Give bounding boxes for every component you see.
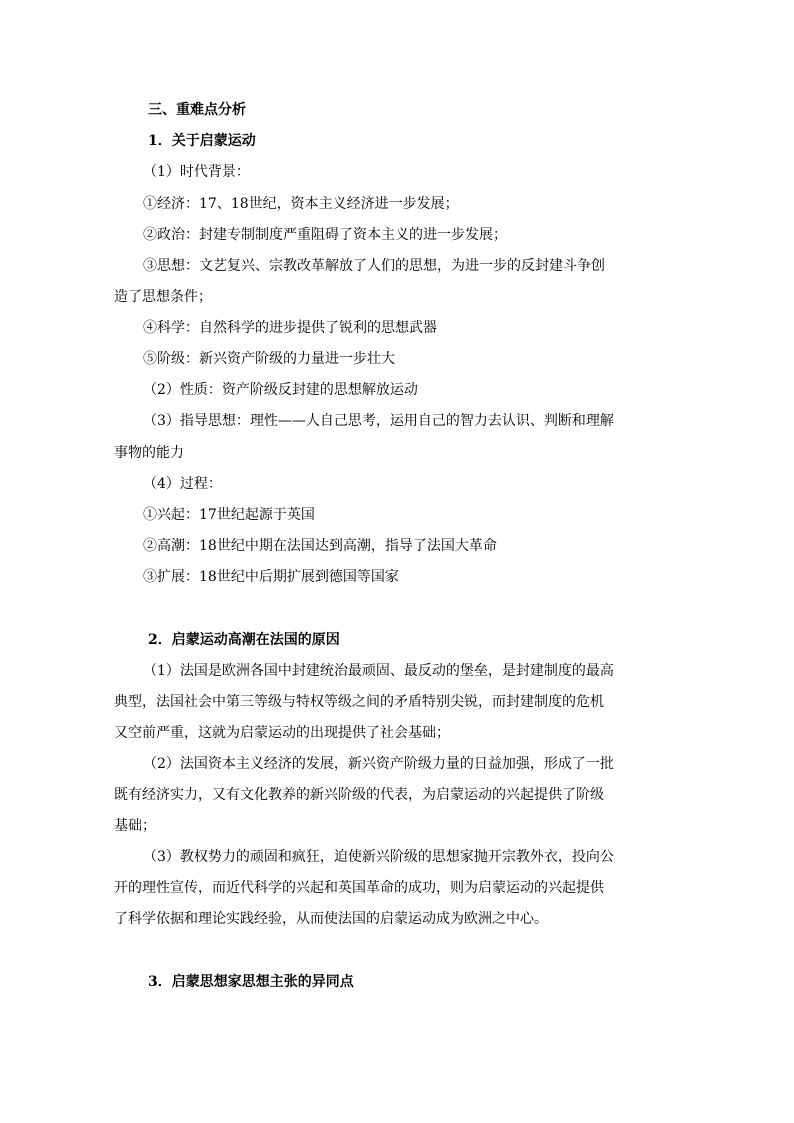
guiding-line: 事物的能力 xyxy=(114,445,184,461)
background-item: ③思想：文艺复兴、宗教改革解放了人们的思想，为进一步的反封建斗争创 xyxy=(143,258,605,274)
background-label: （1）时代背景： xyxy=(143,164,250,180)
subsection-title-3: 3．启蒙思想家思想主张的异同点 xyxy=(148,974,354,990)
background-item: 造了思想条件； xyxy=(114,289,212,305)
paragraph-line: 既有经济实力，又有文化教养的新兴阶级的代表，为启蒙运动的兴起提供了阶级 xyxy=(114,787,604,803)
paragraph-line: 又空前严重，这就为启蒙运动的出现提供了社会基础； xyxy=(114,725,450,741)
paragraph-line: （1）法国是欧洲各国中封建统治最顽固、最反动的堡垒，是封建制度的最高 xyxy=(143,663,614,679)
paragraph-line: （3）教权势力的顽固和疯狂，迫使新兴阶级的思想家抛开宗教外衣，投向公 xyxy=(143,849,614,865)
process-item: ③扩展：18世纪中后期扩展到德国等国家 xyxy=(143,569,399,585)
background-item: ②政治：封建专制制度严重阻碍了资本主义的进一步发展； xyxy=(143,227,507,243)
paragraph-line: （2）法国资本主义经济的发展，新兴资产阶级力量的日益加强，形成了一批 xyxy=(143,756,614,772)
subsection-title-1: 1．关于启蒙运动 xyxy=(148,133,256,149)
guiding-line: （3）指导思想：理性——人自己思考，运用自己的智力去认识、判断和理解 xyxy=(143,413,614,429)
process-item: ①兴起：17世纪起源于英国 xyxy=(143,507,315,523)
background-item: ⑤阶级：新兴资产阶级的力量进一步壮大 xyxy=(143,351,395,367)
paragraph-line: 了科学依据和理论实践经验，从而使法国的启蒙运动成为欧洲之中心。 xyxy=(114,911,548,927)
section-heading: 三、重难点分析 xyxy=(148,102,246,118)
background-item: ①经济：17、18世纪，资本主义经济进一步发展； xyxy=(143,196,459,212)
paragraph-line: 开的理性宣传，而近代科学的兴起和英国革命的成功，则为启蒙运动的兴起提供 xyxy=(114,880,604,896)
subsection-title-2: 2．启蒙运动高潮在法国的原因 xyxy=(148,632,340,648)
background-item: ④科学：自然科学的进步提供了锐利的思想武器 xyxy=(143,320,437,336)
nature-line: （2）性质：资产阶级反封建的思想解放运动 xyxy=(143,382,418,398)
paragraph-line: 基础； xyxy=(114,818,156,834)
paragraph-line: 典型，法国社会中第三等级与特权等级之间的矛盾特别尖锐，而封建制度的危机 xyxy=(114,694,604,710)
process-label: （4）过程： xyxy=(143,476,222,492)
process-item: ②高潮：18世纪中期在法国达到高潮，指导了法国大革命 xyxy=(143,538,497,554)
